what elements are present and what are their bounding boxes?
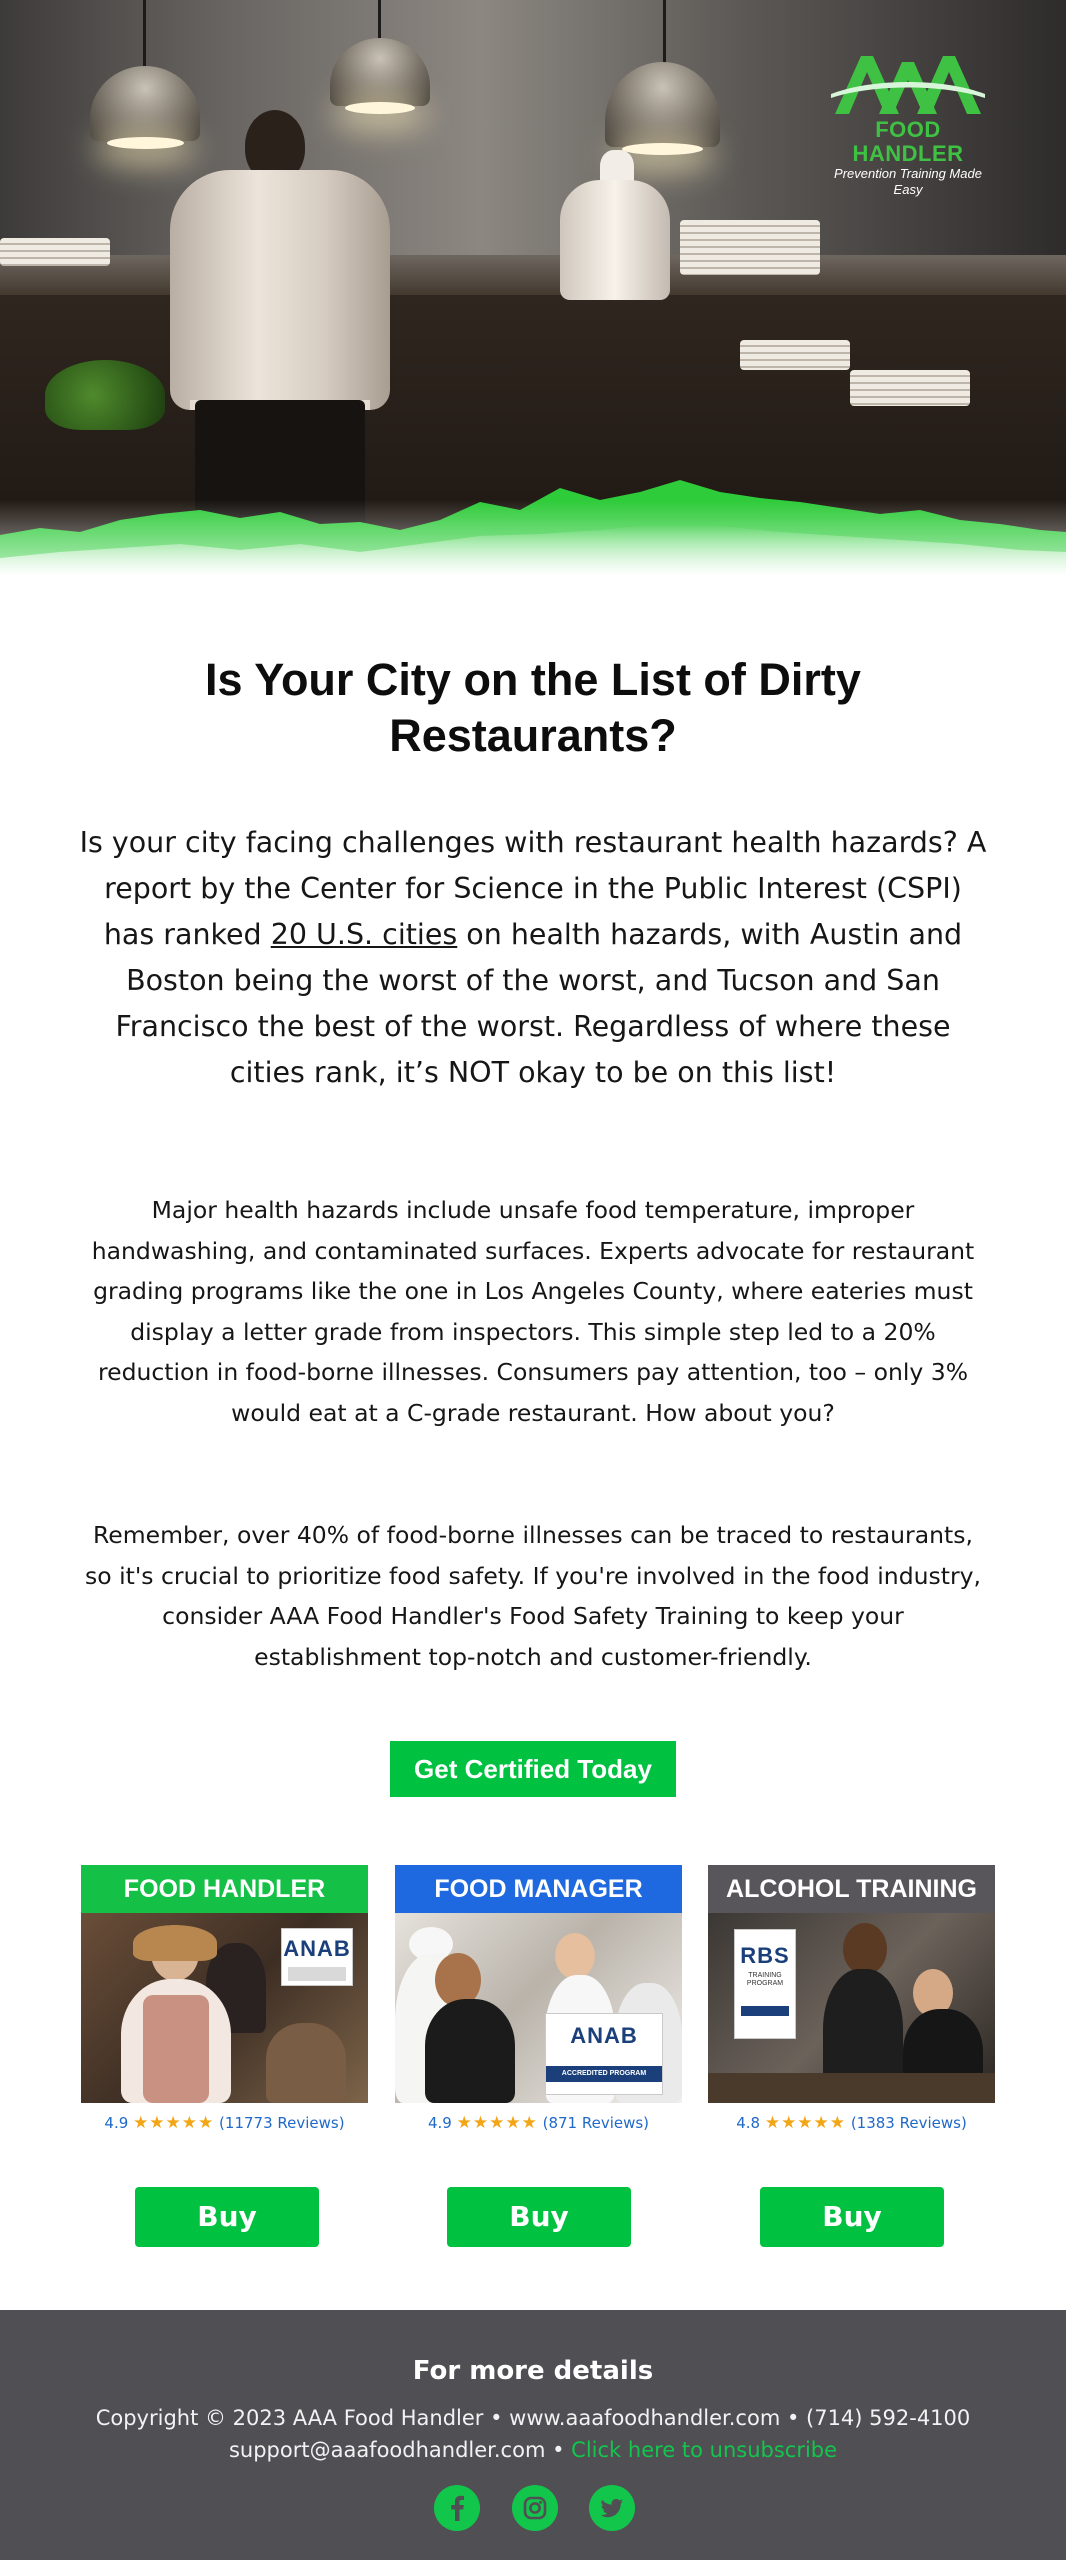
lead-paragraph — [78, 820, 988, 1096]
buy-alcohol-training-button[interactable]: Buy — [760, 2187, 944, 2247]
rating — [81, 2103, 368, 2143]
product-card-alcohol-training[interactable] — [708, 1865, 995, 2143]
rating-value: 4.8 — [736, 2114, 761, 2132]
copyright-line: Copyright © 2023 AAA Food Handler • www.aaafoodhandler.com • (714) 592-4100 — [95, 2406, 971, 2430]
twitter-icon[interactable] — [589, 2485, 635, 2531]
footer — [0, 2310, 1066, 2560]
footer-title: For more details — [412, 2356, 654, 2386]
food-handler-image[interactable] — [81, 1913, 368, 2103]
card-title: FOOD HANDLER — [81, 1865, 368, 1913]
lead-text-after: on health hazards, with Austin and Boston being the worst of the worst, and Tucson and San Francisco the best of the worst. Regardless of where these cities rank, it’s NOT okay to be on this list! — [115, 918, 963, 1089]
alcohol-training-image[interactable] — [708, 1913, 995, 2103]
aaa-logo-icon — [818, 48, 998, 118]
logo-tagline: Prevention Training Made Easy — [834, 166, 982, 197]
card-title: ALCOHOL TRAINING — [708, 1865, 995, 1913]
rating — [708, 2103, 995, 2143]
rbs-badge: RBS TRAINING PROGRAM — [734, 1929, 796, 2039]
hero-banner — [0, 0, 1066, 640]
anab-badge: ANAB ACCREDITED PROGRAM — [545, 2013, 663, 2095]
unsubscribe-link[interactable]: Click here to unsubscribe — [571, 2438, 838, 2462]
product-card-food-handler[interactable] — [81, 1865, 368, 2143]
brand-logo[interactable] — [818, 48, 998, 197]
get-certified-button[interactable]: Get Certified Today — [390, 1741, 676, 1797]
lead-text-before: Is your city facing challenges with restaurant health hazards? A report by the Center for Science in the Public Interest (CSPI) has ranked — [79, 826, 987, 951]
card-title: FOOD MANAGER — [395, 1865, 682, 1913]
facebook-icon[interactable] — [434, 2485, 480, 2531]
review-count[interactable]: (1383 Reviews) — [850, 2114, 967, 2132]
food-safety-paragraph: Remember, over 40% of food-borne illnesses can be traced to restaurants, so it's crucial to prioritize food safety. If you're involved in the food industry, consider AAA Food Handler's Food Safety Training to keep your establishment top-notch and customer-friendly. — [84, 1521, 982, 1671]
buy-food-manager-button[interactable]: Buy — [447, 2187, 631, 2247]
rating-stars-icon: ★★★★★ — [456, 2113, 538, 2133]
review-count[interactable]: (871 Reviews) — [542, 2114, 650, 2132]
buy-food-handler-button[interactable]: Buy — [135, 2187, 319, 2247]
logo-name: FOOD HANDLER — [852, 117, 964, 166]
rating-value: 4.9 — [104, 2114, 129, 2132]
rating-value: 4.9 — [427, 2114, 452, 2132]
anab-badge: ANAB — [281, 1928, 353, 1986]
product-card-food-manager[interactable] — [395, 1865, 682, 2143]
social-links — [0, 2485, 1066, 2531]
rating-stars-icon: ★★★★★ — [764, 2113, 847, 2133]
instagram-icon[interactable] — [512, 2485, 558, 2531]
article-title: Is Your City on the List of Dirty Restaurants? — [205, 654, 861, 761]
support-email-link[interactable]: support@aaafoodhandler.com — [228, 2438, 546, 2462]
contact-line — [0, 2435, 1066, 2465]
review-count[interactable]: (11773 Reviews) — [219, 2114, 345, 2132]
separator: • — [545, 2438, 572, 2462]
health-hazards-paragraph: Major health hazards include unsafe food temperature, improper handwashing, and contaminated surfaces. Experts advocate for restaurant grading programs like the one in Los Angeles County, where eateries must display a letter grade from inspectors. This simple step led to a 20% reduction in food-borne illnesses. Consumers pay attention, too – only 3% would eat at a C-grade restaurant. How about you? — [91, 1196, 975, 1427]
rating — [395, 2103, 682, 2143]
cities-link[interactable]: 20 U.S. cities — [270, 918, 458, 951]
food-manager-image[interactable] — [395, 1913, 682, 2103]
rating-stars-icon: ★★★★★ — [133, 2113, 215, 2133]
